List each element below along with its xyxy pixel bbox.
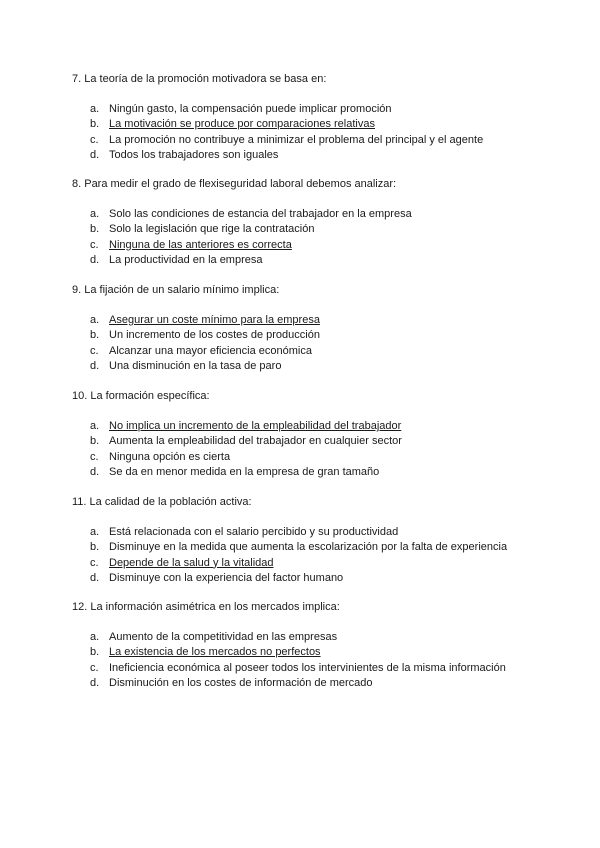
option-list [72,419,542,480]
option-letter: a. [90,526,100,538]
option-text: Asegurar un coste mínimo para la empresa [109,314,320,326]
question-12 [72,600,542,691]
option-letter: a. [90,631,100,643]
option-d [72,465,542,480]
option-a [72,525,542,540]
option-letter: c. [90,556,99,569]
option-c [72,661,542,676]
option-text: Un incremento de los costes de producción [109,329,320,342]
option-text: Aumento de la competitividad en las empresas [109,631,338,643]
question-title: 12. La información asimétrica en los mercados implica: [72,601,340,613]
option-text: Disminuye en la medida que aumenta la escolarización por la falta de experiencia [109,541,508,554]
question-title: 11. La calidad de la población activa: [72,496,252,508]
option-letter: b. [90,646,100,659]
option-text: La productividad en la empresa [109,253,263,266]
option-text: Depende de la salud y la vitalidad [109,556,274,569]
question-9 [72,283,542,374]
option-letter: b. [90,223,100,236]
option-c [72,450,542,465]
option-text: Está relacionada con el salario percibido y su productividad [109,526,399,538]
option-text: La existencia de los mercados no perfectos [109,646,321,659]
option-b [72,222,542,237]
option-text: La motivación se produce por comparaciones relativas [109,118,375,131]
option-a [72,102,542,117]
option-b [72,540,542,555]
option-letter: b. [90,541,100,554]
question-10 [72,389,542,480]
option-letter: a. [90,314,100,326]
option-d [72,676,542,691]
option-a [72,207,542,222]
option-b-underlined [72,117,542,132]
option-letter: c. [90,238,99,251]
option-b [72,328,542,343]
option-text: Aumenta la empleabilidad del trabajador en cualquier sector [109,435,402,448]
option-letter: a. [90,420,100,432]
option-letter: d. [90,571,100,584]
option-text: Solo la legislación que rige la contratación [109,223,315,236]
question-title: 7. La teoría de la promoción motivadora se basa en: [72,73,327,85]
option-text: Ningún gasto, la compensación puede implicar promoción [109,103,392,115]
option-text: Ninguna de las anteriores es correcta [109,238,292,251]
option-list [72,313,542,374]
option-c-underlined [72,556,542,571]
option-letter: d. [90,253,100,266]
option-letter: b. [90,118,100,131]
option-text: Ninguna opción es cierta [109,450,231,463]
option-text: Solo las condiciones de estancia del trabajador en la empresa [109,208,412,220]
option-list [72,207,542,268]
question-title: 9. La fijación de un salario mínimo implica: [72,284,280,296]
option-c [72,133,542,148]
question-8 [72,177,542,268]
option-letter: b. [90,329,100,342]
option-d [72,571,542,586]
option-d [72,253,542,268]
option-letter: a. [90,208,100,220]
option-text: Una disminución en la tasa de paro [109,359,282,372]
option-text: Disminución en los costes de información de mercado [109,676,373,689]
question-7 [72,72,542,163]
option-letter: b. [90,435,100,448]
option-text: Todos los trabajadores son iguales [109,148,279,161]
option-letter: c. [90,661,99,674]
option-a-underlined [72,313,542,328]
option-d [72,148,542,163]
option-list [72,102,542,163]
question-title: 10. La formación específica: [72,390,210,402]
question-title: 8. Para medir el grado de flexiseguridad laboral debemos analizar: [72,178,397,190]
option-text: No implica un incremento de la empleabilidad del trabajador [109,420,402,432]
question-11 [72,495,542,586]
option-text: La promoción no contribuye a minimizar el problema del principal y el agente [109,133,484,146]
option-text: Ineficiencia económica al poseer todos los intervinientes de la misma información [109,661,506,674]
option-text: Alcanzar una mayor eficiencia económica [109,344,312,357]
option-letter: d. [90,359,100,372]
option-c [72,344,542,359]
option-letter: d. [90,148,100,161]
option-text: Se da en menor medida en la empresa de gran tamaño [109,465,380,478]
option-letter: d. [90,676,100,689]
option-b-underlined [72,645,542,660]
option-d [72,359,542,374]
option-c-underlined [72,238,542,253]
option-text: Disminuye con la experiencia del factor humano [109,571,344,584]
option-letter: c. [90,450,99,463]
option-a-underlined [72,419,542,434]
option-b [72,434,542,449]
option-letter: c. [90,133,99,146]
option-list [72,525,542,586]
option-a [72,630,542,645]
option-letter: a. [90,103,100,115]
option-letter: c. [90,344,99,357]
option-list [72,630,542,691]
option-letter: d. [90,465,100,478]
